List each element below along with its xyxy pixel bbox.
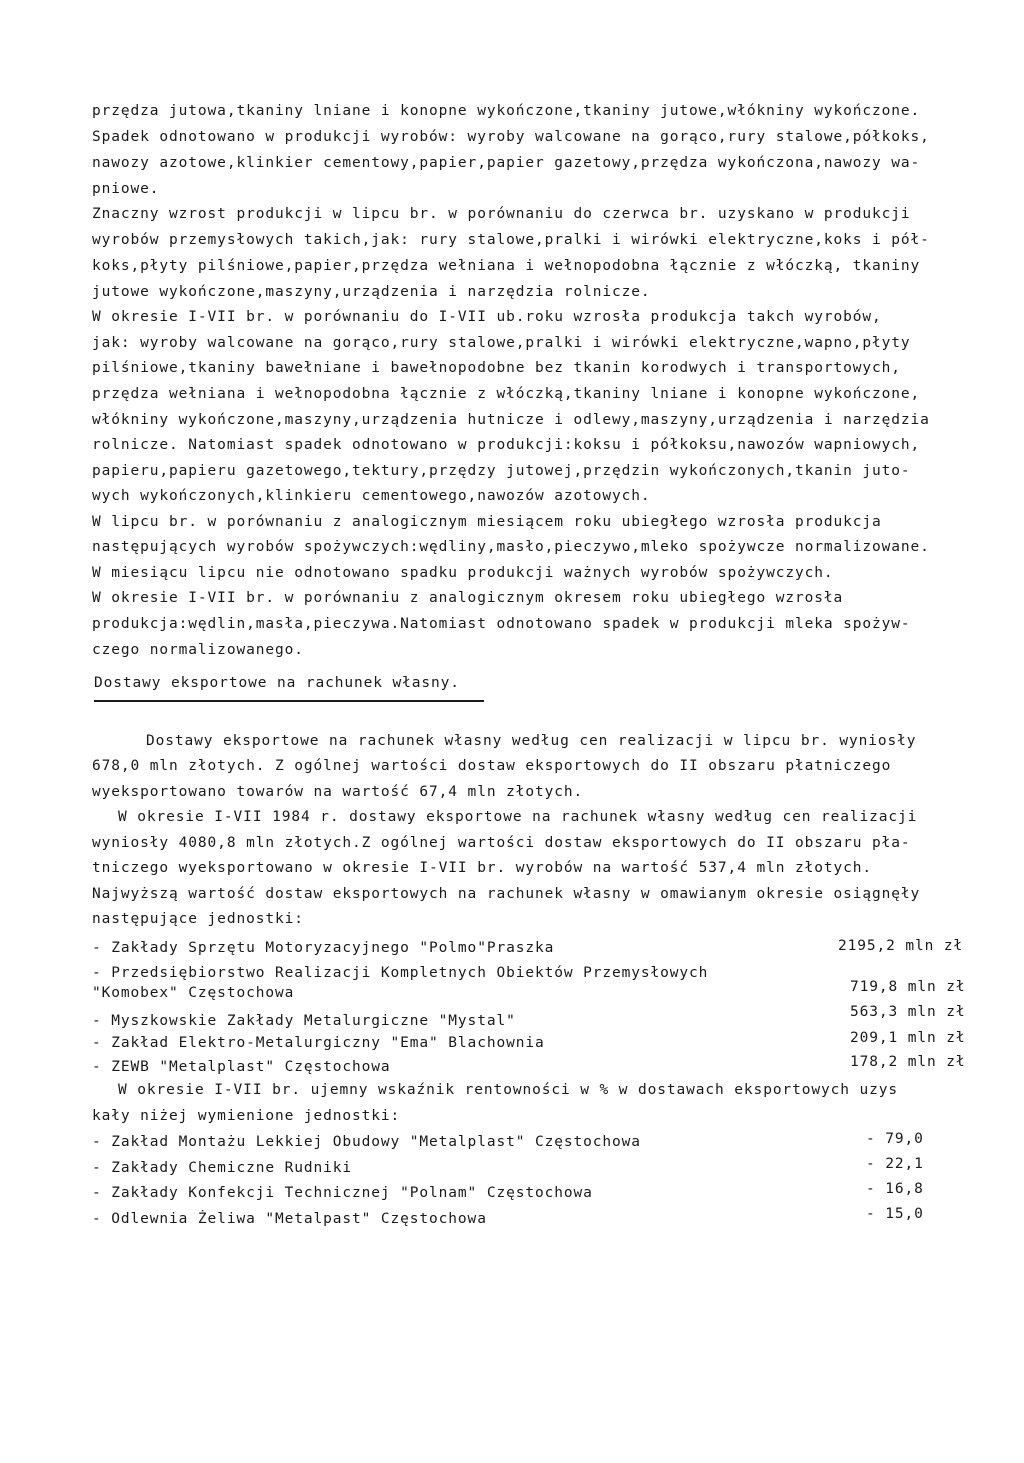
text-line: przędza jutowa,tkaniny lniane i konopne wykończone,tkaniny jutowe,włókniny wykończone. [92, 103, 921, 119]
list-item-label: - Zakład Montażu Lekkiej Obudowy "Metalplast" Częstochowa [92, 1134, 641, 1150]
text-line: wych wykończonych,klinkieru cementowego,nawozów azotowych. [92, 488, 651, 504]
text-line: W okresie I-VII br. w porównaniu z analogicznym okresem roku ubiegłego wzrosła [92, 590, 844, 606]
list-item-value: 178,2 mln zł [850, 1054, 966, 1070]
list-item-value: - 22,1 [866, 1156, 924, 1172]
text-line: Znaczny wzrost produkcji w lipcu br. w porównaniu do czerwca br. uzyskano w produkcji [92, 206, 911, 222]
text-line: następujące jednostki: [92, 911, 304, 927]
text-line: nawozy azotowe,klinkier cementowy,papier,papier gazetowy,przędza wykończona,nawozy wa- [92, 155, 921, 171]
text-line: kały niżej wymienione jednostki: [92, 1108, 401, 1124]
text-line: następujących wyrobów spożywczych:wędliny,masło,pieczywo,mleko spożywcze normalizowane. [92, 539, 930, 555]
text-line: 678,0 mln złotych. Z ogólnej wartości dostaw eksportowych do II obszaru płatniczego [92, 758, 892, 774]
list-item-value: 719,8 mln zł [850, 979, 966, 995]
text-line: przędza wełniana i wełnopodobna łącznie z włóczką,tkaniny lniane i konopne wykończone, [92, 386, 921, 402]
text-line: papieru,papieru gazetowego,tektury,przędzy jutowej,przędzin wykończonych,tkanin juto- [92, 463, 911, 479]
list-item-value: 209,1 mln zł [850, 1030, 966, 1046]
list-item-label: "Komobex" Częstochowa [92, 985, 295, 1001]
list-item-label: - Myszkowskie Zakłady Metalurgiczne "Mystal" [92, 1013, 516, 1029]
text-line: pilśniowe,tkaniny bawełniane i bawełnopodobne bez tkanin korodwych i transportowych, [92, 360, 901, 376]
list-item-value: - 16,8 [866, 1181, 924, 1197]
list-item-label: - Zakłady Chemiczne Rudniki [92, 1160, 353, 1176]
text-line: W okresie I-VII 1984 r. dostawy eksportowe na rachunek własny według cen realizacji [118, 809, 918, 825]
section-heading: Dostawy eksportowe na rachunek własny. [94, 675, 460, 691]
list-item-label: - Zakłady Konfekcji Technicznej "Polnam" Częstochowa [92, 1185, 593, 1201]
list-item-value: 2195,2 mln zł [838, 938, 964, 954]
text-line: włókniny wykończone,maszyny,urządzenia hutnicze i odlewy,maszyny,urządzenia i narzędzia [92, 412, 930, 428]
heading-underline [94, 700, 484, 702]
text-line: pniowe. [92, 181, 160, 197]
text-line: Najwyższą wartość dostaw eksportowych na rachunek własny w omawianym okresie osiągnęły [92, 886, 921, 902]
list-item-label: - Zakłady Sprzętu Motoryzacyjnego "Polmo"Praszka [92, 940, 555, 956]
text-line: wyeksportowano towarów na wartość 67,4 mln złotych. [92, 784, 584, 800]
list-item-label: - Odlewnia Żeliwa "Metalpast" Częstochowa [92, 1211, 487, 1227]
text-line: Spadek odnotowano w produkcji wyrobów: wyroby walcowane na gorąco,rury stalowe,półkoks, [92, 129, 930, 145]
text-line: czego normalizowanego. [92, 642, 304, 658]
text-line: W lipcu br. w porównaniu z analogicznym miesiącem roku ubiegłego wzrosła produkcja [92, 514, 882, 530]
list-item-value: - 79,0 [866, 1131, 924, 1147]
text-line: produkcja:wędlin,masła,pieczywa.Natomiast odnotowano spadek w produkcji mleka spożyw- [92, 616, 911, 632]
text-line: rolnicze. Natomiast spadek odnotowano w produkcji:koksu i półkoksu,nawozów wapniowych, [92, 437, 921, 453]
text-line: jak: wyroby walcowane na gorąco,rury stalowe,pralki i wirówki elektryczne,wapno,płyty [92, 335, 911, 351]
text-line: W okresie I-VII br. ujemny wskaźnik rentowności w % w dostawach eksportowych uzys [118, 1082, 899, 1098]
list-item-label: - Przedsiębiorstwo Realizacji Kompletnych Obiektów Przemysłowych [92, 965, 709, 981]
list-item-label: - ZEWB "Metalplast" Częstochowa [92, 1059, 391, 1075]
text-line: W miesiącu lipcu nie odnotowano spadku produkcji ważnych wyrobów spożywczych. [92, 565, 834, 581]
text-line: koks,płyty pilśniowe,papier,przędza wełniana i wełnopodobna łącznie z włóczką, tkaniny [92, 258, 921, 274]
text-line: tniczego wyeksportowano w okresie I-VII br. wyrobów na wartość 537,4 mln złotych. [92, 860, 873, 876]
text-line: W okresie I-VII br. w porównaniu do I-VII ub.roku wzrosła produkcja takch wyrobów, [92, 309, 882, 325]
text-line: wyrobów przemysłowych takich,jak: rury stalowe,pralki i wirówki elektryczne,koks i pół- [92, 232, 930, 248]
list-item-label: - Zakład Elektro-Metalurgiczny "Ema" Blachownia [92, 1035, 545, 1051]
list-item-value: - 15,0 [866, 1206, 924, 1222]
text-line: wyniosły 4080,8 mln złotych.Z ogólnej wartości dostaw eksportowych do II obszaru pła- [92, 835, 911, 851]
text-line: Dostawy eksportowe na rachunek własny według cen realizacji w lipcu br. wyniosły [146, 733, 917, 749]
list-item-value: 563,3 mln zł [850, 1004, 966, 1020]
text-line: jutowe wykończone,maszyny,urządzenia i narzędzia rolnicze. [92, 284, 651, 300]
